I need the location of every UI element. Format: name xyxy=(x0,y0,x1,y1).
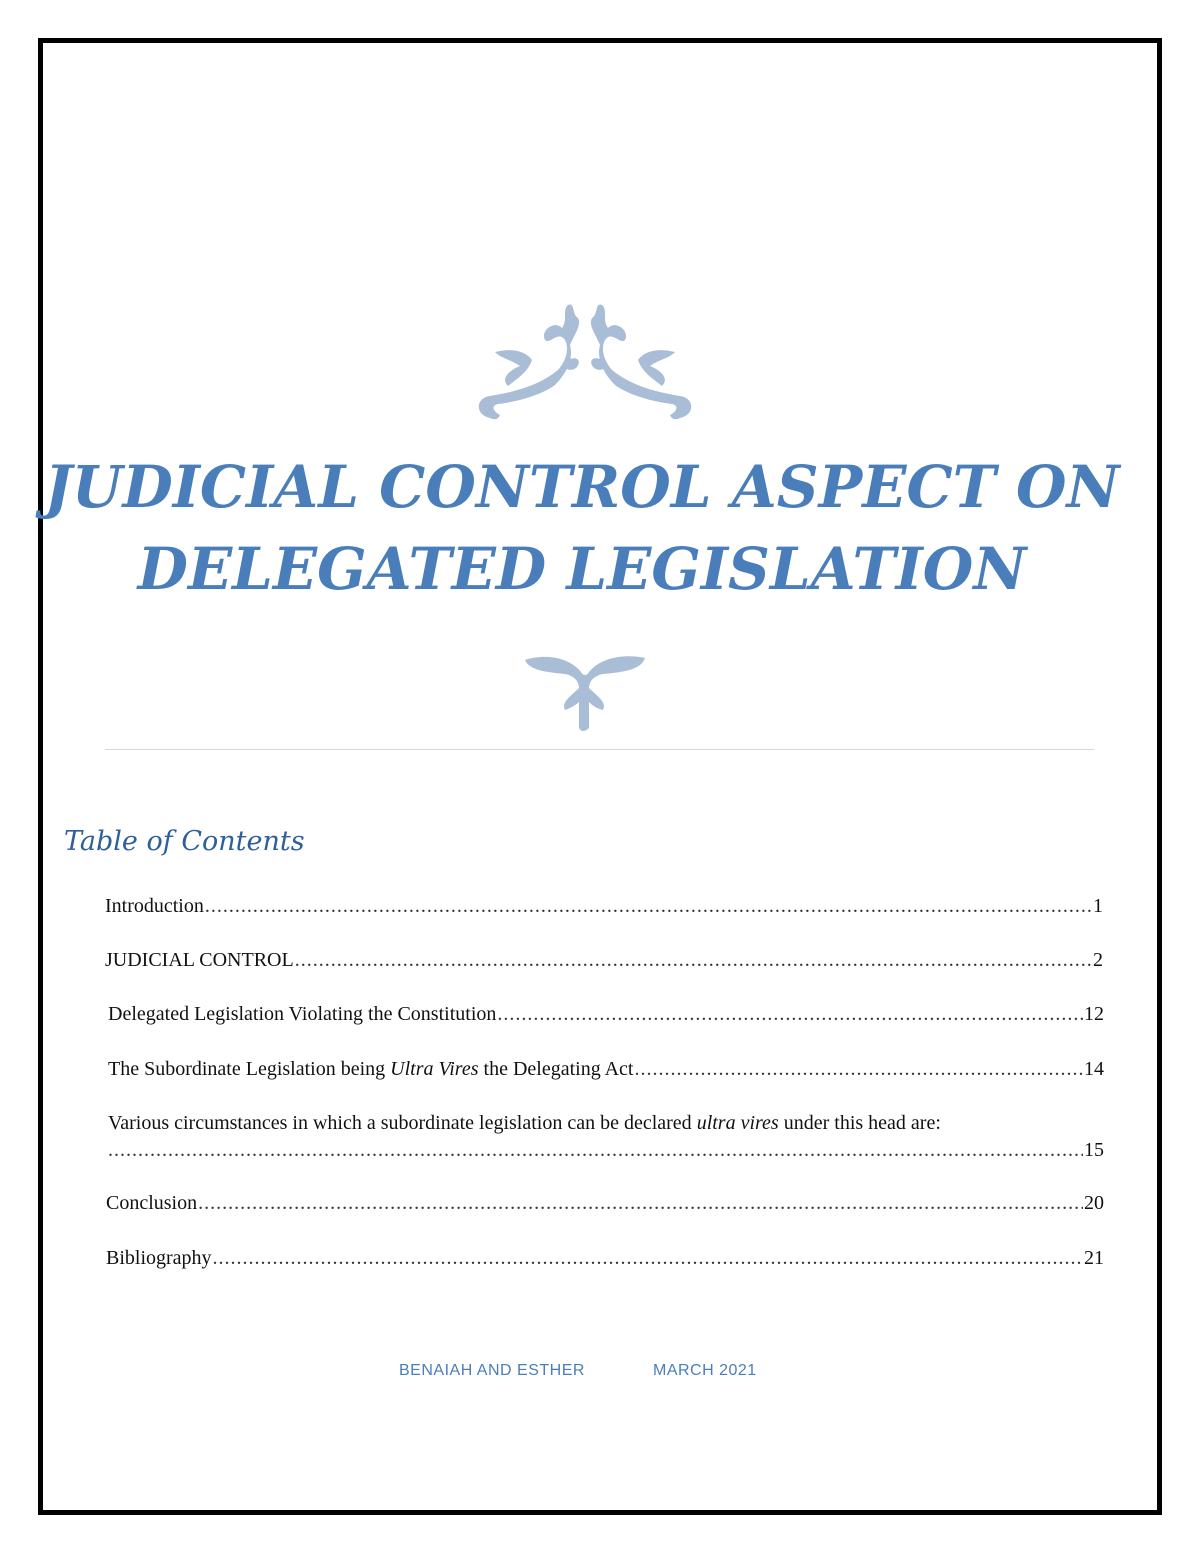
floral-ornament-top-icon xyxy=(470,300,700,425)
dot-leader xyxy=(634,1058,1083,1081)
toc-page-number: 2 xyxy=(1093,949,1103,971)
title-line-2: DELEGATED LEGISLATION xyxy=(137,535,1027,603)
floral-ornament-bottom-icon xyxy=(523,652,647,732)
toc-entry-label: Conclusion xyxy=(106,1192,198,1214)
footer-date: MARCH 2021 xyxy=(653,1362,757,1379)
label-text: under this head are: xyxy=(778,1112,941,1134)
dot-leader xyxy=(108,1139,1083,1162)
label-text: Various circumstances in which a subordinate legislation can be declared xyxy=(108,1112,697,1134)
label-text: the Delegating Act xyxy=(478,1058,634,1080)
toc-entry-label xyxy=(108,1112,941,1135)
dot-leader xyxy=(295,949,1092,972)
toc-entry-various-circumstances[interactable] xyxy=(108,1112,1104,1135)
toc-entry-violating-constitution[interactable] xyxy=(108,1003,1104,1026)
toc-entry-various-circumstances-leader[interactable] xyxy=(108,1139,1104,1162)
toc-entry-label: JUDICIAL CONTROL xyxy=(105,949,294,971)
dot-leader xyxy=(497,1003,1083,1026)
toc-entry-label: Introduction xyxy=(105,895,204,917)
label-text: The Subordinate Legislation being xyxy=(108,1058,391,1080)
toc-entry-label xyxy=(108,1058,633,1081)
footer-authors: BENAIAH AND ESTHER xyxy=(399,1362,585,1379)
toc-page-number: 12 xyxy=(1084,1003,1104,1025)
toc-page-number: 21 xyxy=(1084,1247,1104,1269)
dot-leader xyxy=(213,1247,1083,1270)
divider xyxy=(105,749,1094,750)
toc-page-number: 15 xyxy=(1084,1139,1104,1161)
toc-entry-introduction[interactable] xyxy=(105,895,1103,918)
toc-entry-label: Bibliography xyxy=(106,1247,212,1269)
label-emphasis: Ultra Vires xyxy=(390,1058,479,1080)
toc-entry-judicial-control[interactable] xyxy=(105,949,1103,972)
toc-page-number: 14 xyxy=(1084,1058,1104,1080)
page-border xyxy=(38,38,1162,1515)
toc-entry-ultra-vires[interactable] xyxy=(108,1058,1104,1081)
toc-heading: Table of Contents xyxy=(64,826,305,857)
toc-page-number: 20 xyxy=(1084,1192,1104,1214)
toc-page-number: 1 xyxy=(1093,895,1103,917)
toc-entry-label: Delegated Legislation Violating the Constitution xyxy=(108,1003,497,1025)
toc-entry-conclusion[interactable] xyxy=(106,1192,1104,1215)
dot-leader xyxy=(198,1192,1083,1215)
label-emphasis: ultra vires xyxy=(696,1112,779,1134)
title-line-1: JUDICIAL CONTROL ASPECT ON xyxy=(44,453,1120,521)
document-title xyxy=(0,446,1164,610)
toc-entry-bibliography[interactable] xyxy=(106,1247,1104,1270)
dot-leader xyxy=(205,895,1092,918)
